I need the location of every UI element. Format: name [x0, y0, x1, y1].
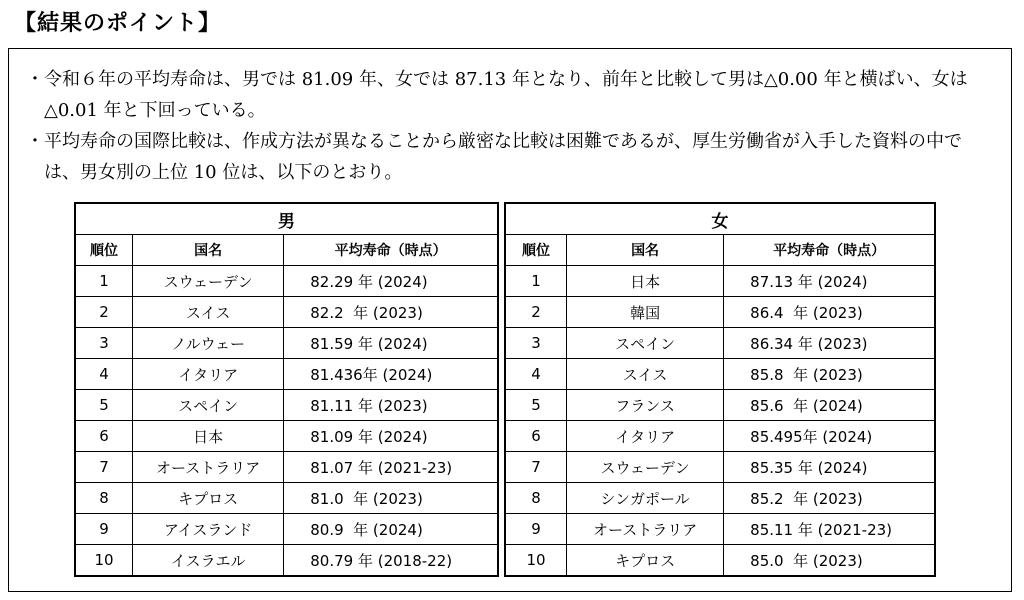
table-row: [75, 483, 498, 514]
rank-cell: 6: [505, 421, 566, 452]
country-cell: スペイン: [133, 390, 284, 421]
section-heading: 【結果のポイント】: [14, 11, 222, 36]
female-table-body: [505, 266, 935, 577]
country-cell: アイスランド: [133, 514, 284, 545]
table-row: [505, 452, 935, 483]
male-table-title: 男: [75, 203, 498, 235]
life-expectancy-column-header: 平均寿命（時点）: [284, 235, 498, 266]
table-row: [505, 297, 935, 328]
rank-cell: 3: [75, 328, 133, 359]
country-cell: スイス: [133, 297, 284, 328]
life-expectancy-cell: 81.09 年 (2024): [284, 421, 498, 452]
life-expectancy-cell: 81.436年 (2024): [284, 359, 498, 390]
country-cell: スウェーデン: [133, 266, 284, 297]
rank-cell: 2: [75, 297, 133, 328]
country-cell: キプロス: [133, 483, 284, 514]
female-ranking-table: [504, 202, 936, 577]
rank-column-header: 順位: [75, 235, 133, 266]
life-expectancy-cell: 87.13 年 (2024): [724, 266, 935, 297]
bullet-mark: ・: [26, 69, 44, 90]
country-cell: シンガポール: [566, 483, 723, 514]
rank-cell: 2: [505, 297, 566, 328]
life-expectancy-cell: 85.495年 (2024): [724, 421, 935, 452]
ranking-tables: [74, 202, 936, 570]
table-row: [505, 390, 935, 421]
rank-cell: 8: [75, 483, 133, 514]
life-expectancy-cell: 85.2 年 (2023): [724, 483, 935, 514]
life-expectancy-cell: 81.0 年 (2023): [284, 483, 498, 514]
table-row: [505, 421, 935, 452]
life-expectancy-cell: 85.35 年 (2024): [724, 452, 935, 483]
life-expectancy-cell: 80.9 年 (2024): [284, 514, 498, 545]
table-row: [505, 545, 935, 577]
rank-column-header: 順位: [505, 235, 566, 266]
bullet-list: [26, 64, 986, 188]
life-expectancy-cell: 85.6 年 (2024): [724, 390, 935, 421]
country-cell: イタリア: [566, 421, 723, 452]
table-row: [505, 266, 935, 297]
rank-cell: 4: [505, 359, 566, 390]
country-cell: 韓国: [566, 297, 723, 328]
rank-cell: 7: [505, 452, 566, 483]
table-row: [75, 452, 498, 483]
life-expectancy-cell: 80.79 年 (2018-22): [284, 545, 498, 577]
bullet-item: [26, 64, 986, 126]
rank-cell: 10: [505, 545, 566, 577]
rank-cell: 3: [505, 328, 566, 359]
bullet-mark: ・: [26, 131, 44, 152]
table-row: [505, 483, 935, 514]
life-expectancy-cell: 85.11 年 (2021-23): [724, 514, 935, 545]
country-column-header: 国名: [566, 235, 723, 266]
bullet-item: [26, 126, 986, 188]
life-expectancy-cell: 86.34 年 (2023): [724, 328, 935, 359]
table-row: [505, 359, 935, 390]
table-row: [75, 328, 498, 359]
country-cell: オーストラリア: [133, 452, 284, 483]
life-expectancy-cell: 86.4 年 (2023): [724, 297, 935, 328]
rank-cell: 9: [75, 514, 133, 545]
life-expectancy-cell: 85.8 年 (2023): [724, 359, 935, 390]
table-row: [505, 514, 935, 545]
table-row: [75, 545, 498, 577]
country-cell: 日本: [133, 421, 284, 452]
male-table-body: [75, 266, 498, 577]
table-row: [75, 514, 498, 545]
country-cell: 日本: [566, 266, 723, 297]
life-expectancy-cell: 81.59 年 (2024): [284, 328, 498, 359]
country-cell: ノルウェー: [133, 328, 284, 359]
country-cell: スウェーデン: [566, 452, 723, 483]
life-expectancy-cell: 85.0 年 (2023): [724, 545, 935, 577]
rank-cell: 5: [505, 390, 566, 421]
bullet-text: 平均寿命の国際比較は、作成方法が異なることから厳密な比較は困難であるが、厚生労働省が入手した資料の中では、男女別の上位 10 位は、以下のとおり。: [44, 131, 962, 183]
life-expectancy-cell: 81.11 年 (2023): [284, 390, 498, 421]
table-row: [75, 390, 498, 421]
country-cell: イスラエル: [133, 545, 284, 577]
rank-cell: 6: [75, 421, 133, 452]
rank-cell: 7: [75, 452, 133, 483]
country-cell: イタリア: [133, 359, 284, 390]
life-expectancy-cell: 81.07 年 (2021-23): [284, 452, 498, 483]
rank-cell: 8: [505, 483, 566, 514]
table-row: [75, 266, 498, 297]
rank-cell: 9: [505, 514, 566, 545]
rank-cell: 1: [75, 266, 133, 297]
table-row: [75, 297, 498, 328]
bullet-text: 令和６年の平均寿命は、男では 81.09 年、女では 87.13 年となり、前年と比較して男は△0.00 年と横ばい、女は△0.01 年と下回っている。: [44, 69, 968, 121]
country-cell: フランス: [566, 390, 723, 421]
life-expectancy-cell: 82.2 年 (2023): [284, 297, 498, 328]
life-expectancy-column-header: 平均寿命（時点）: [724, 235, 935, 266]
male-ranking-table: [74, 202, 499, 577]
country-cell: スイス: [566, 359, 723, 390]
life-expectancy-cell: 82.29 年 (2024): [284, 266, 498, 297]
table-row: [75, 421, 498, 452]
country-column-header: 国名: [133, 235, 284, 266]
country-cell: キプロス: [566, 545, 723, 577]
country-cell: オーストラリア: [566, 514, 723, 545]
rank-cell: 4: [75, 359, 133, 390]
table-row: [75, 359, 498, 390]
table-row: [505, 328, 935, 359]
rank-cell: 1: [505, 266, 566, 297]
rank-cell: 5: [75, 390, 133, 421]
rank-cell: 10: [75, 545, 133, 577]
female-table-title: 女: [505, 203, 935, 235]
country-cell: スペイン: [566, 328, 723, 359]
